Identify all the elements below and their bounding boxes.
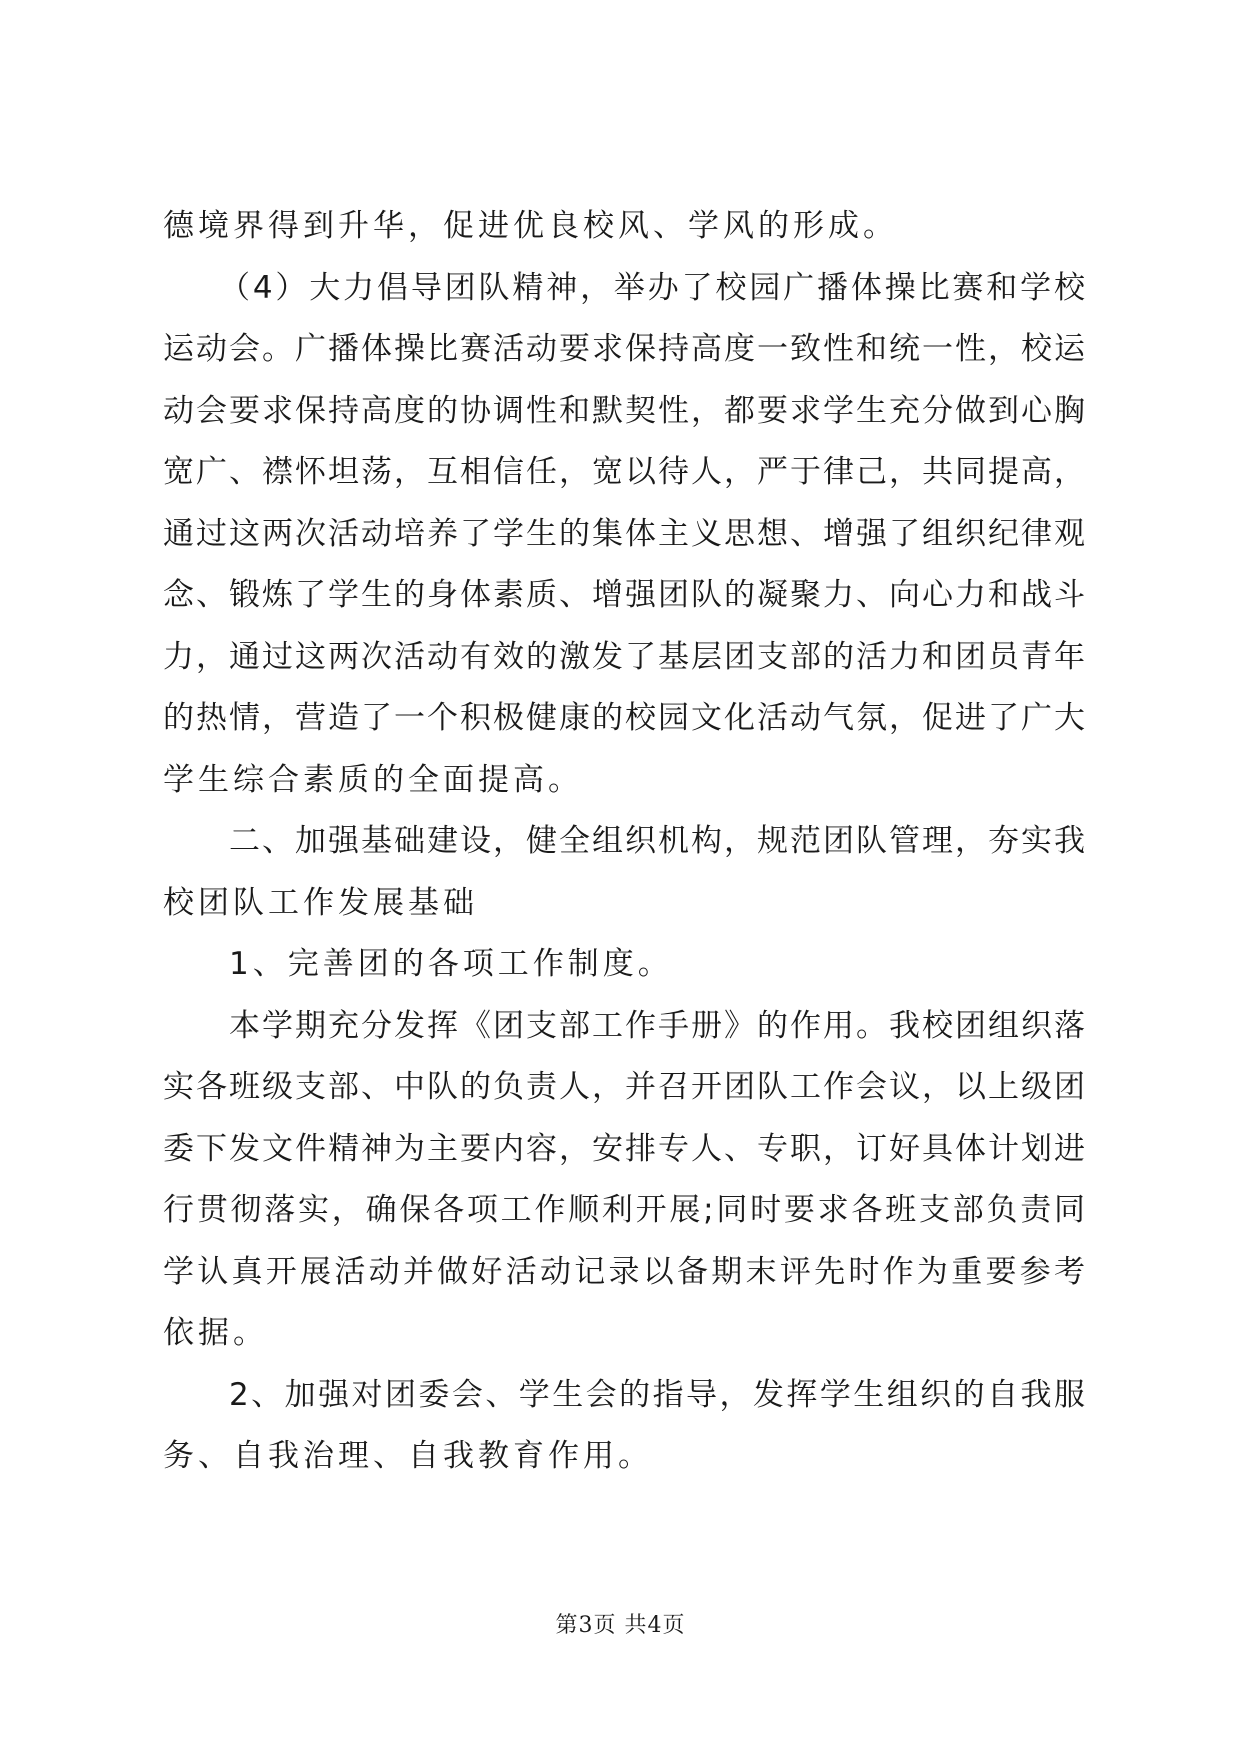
text-line: 通过这两次活动培养了学生的集体主义思想、增强了组织纪律观 — [163, 515, 1085, 552]
text-line: 宽广、襟怀坦荡，互相信任，宽以待人，严于律己，共同提高， — [163, 454, 1085, 490]
section-heading-line: 二、加强基础建设，健全组织机构，规范团队管理，夯实我 — [229, 823, 1085, 859]
text-line: 运动会。广播体操比赛活动要求保持高度一致性和统一性，校运 — [163, 331, 1085, 367]
subheading-line: 2、加强对团委会、学生会的指导，发挥学生组织的自我服 — [229, 1376, 1085, 1413]
text-line: （4）大力倡导团队精神，举办了校园广播体操比赛和学校 — [219, 269, 1085, 306]
subheading-line: 1、完善团的各项工作制度。 — [229, 946, 673, 982]
text-line: 依据。 — [163, 1315, 268, 1351]
text-line: 委下发文件精神为主要内容，安排专人、专职，订好具体计划进 — [163, 1130, 1085, 1167]
section-heading-line: 校团队工作发展基础 — [163, 884, 478, 921]
text-line: 德境界得到升华，促进优良校风、学风的形成。 — [163, 208, 898, 244]
text-line: 学认真开展活动并做好活动记录以备期末评先时作为重要参考 — [163, 1253, 1085, 1290]
document-body — [163, 196, 1085, 1488]
text-line: 动会要求保持高度的协调性和默契性，都要求学生充分做到心胸 — [163, 392, 1085, 429]
text-line: 的热情，营造了一个积极健康的校园文化活动气氛，促进了广大 — [163, 700, 1085, 736]
page-number-footer: 第3页 共4页 — [555, 1613, 686, 1638]
text-line: 学生综合素质的全面提高。 — [163, 761, 583, 798]
text-line: 实各班级支部、中队的负责人，并召开团队工作会议，以上级团 — [163, 1069, 1085, 1105]
text-line: 本学期充分发挥《团支部工作手册》的作用。我校团组织落 — [229, 1007, 1085, 1044]
text-line: 力，通过这两次活动有效的激发了基层团支部的活力和团员青年 — [163, 638, 1085, 675]
text-line: 行贯彻落实，确保各项工作顺利开展;同时要求各班支部负责同 — [163, 1192, 1085, 1228]
text-line: 念、锻炼了学生的身体素质、增强团队的凝聚力、向心力和战斗 — [163, 577, 1085, 613]
subheading-line: 务、自我治理、自我教育作用。 — [163, 1438, 653, 1474]
